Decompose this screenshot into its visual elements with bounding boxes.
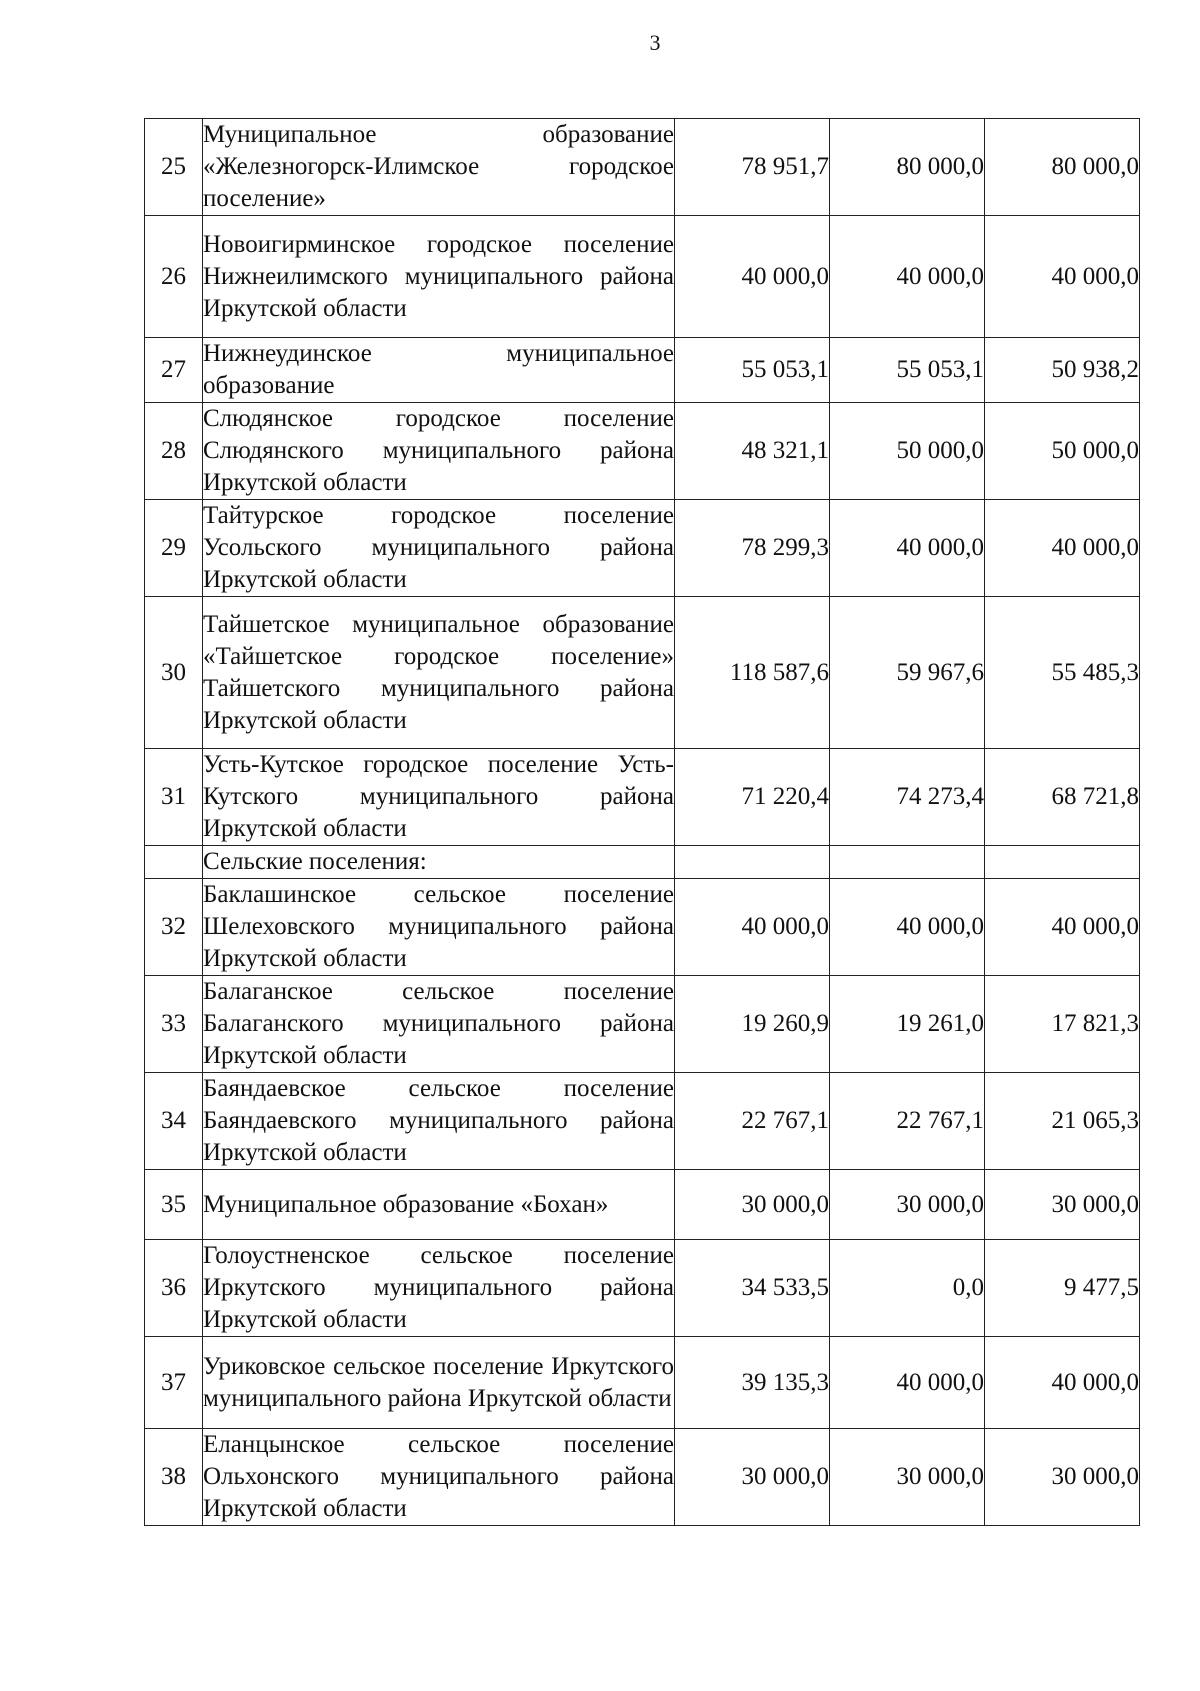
value-year-3-cell: 50 938,2 — [985, 338, 1140, 403]
value-year-1-cell: 40 000,0 — [675, 216, 830, 338]
municipality-name-cell: Сельские поселения: — [203, 846, 675, 879]
value-year-1-cell: 34 533,5 — [675, 1240, 830, 1337]
value-year-2-cell: 40 000,0 — [830, 1337, 985, 1429]
row-number-cell: 30 — [145, 597, 203, 749]
table-row — [145, 597, 1140, 749]
row-number-cell — [145, 846, 203, 879]
row-number-cell: 26 — [145, 216, 203, 338]
row-number-cell: 36 — [145, 1240, 203, 1337]
value-year-1-cell: 39 135,3 — [675, 1337, 830, 1429]
table-row — [145, 500, 1140, 597]
municipality-name-cell: Муниципальное образование «Железногорск-Илимское городское поселение» — [203, 119, 675, 216]
value-year-3-cell: 21 065,3 — [985, 1073, 1140, 1170]
row-number-cell: 32 — [145, 879, 203, 976]
subsidy-table — [144, 118, 1140, 1526]
value-year-3-cell — [985, 846, 1140, 879]
value-year-1-cell: 78 299,3 — [675, 500, 830, 597]
row-number-cell: 33 — [145, 976, 203, 1073]
municipality-name-cell: Уриковское сельское поселение Иркутского муниципального района Иркутской области — [203, 1337, 675, 1429]
table-row — [145, 216, 1140, 338]
value-year-1-cell: 71 220,4 — [675, 749, 830, 846]
table-row — [145, 119, 1140, 216]
value-year-1-cell: 22 767,1 — [675, 1073, 830, 1170]
value-year-1-cell: 30 000,0 — [675, 1170, 830, 1240]
row-number-cell: 34 — [145, 1073, 203, 1170]
row-number-cell: 38 — [145, 1429, 203, 1526]
value-year-1-cell: 78 951,7 — [675, 119, 830, 216]
value-year-2-cell — [830, 846, 985, 879]
value-year-2-cell: 19 261,0 — [830, 976, 985, 1073]
table-row — [145, 1240, 1140, 1337]
row-number-cell: 35 — [145, 1170, 203, 1240]
table-row — [145, 976, 1140, 1073]
value-year-1-cell: 30 000,0 — [675, 1429, 830, 1526]
value-year-2-cell: 22 767,1 — [830, 1073, 985, 1170]
row-number-cell: 28 — [145, 403, 203, 500]
table-row — [145, 1337, 1140, 1429]
municipality-name-cell: Еланцынское сельское поселение Ольхонского муниципального района Иркутской области — [203, 1429, 675, 1526]
value-year-2-cell: 80 000,0 — [830, 119, 985, 216]
value-year-1-cell: 55 053,1 — [675, 338, 830, 403]
value-year-2-cell: 59 967,6 — [830, 597, 985, 749]
value-year-3-cell: 30 000,0 — [985, 1170, 1140, 1240]
section-header-row — [145, 846, 1140, 879]
table-row — [145, 879, 1140, 976]
municipality-name-cell: Нижнеудинское муниципальное образование — [203, 338, 675, 403]
row-number-cell: 37 — [145, 1337, 203, 1429]
value-year-3-cell: 80 000,0 — [985, 119, 1140, 216]
value-year-2-cell: 30 000,0 — [830, 1429, 985, 1526]
row-number-cell: 31 — [145, 749, 203, 846]
table-row — [145, 1170, 1140, 1240]
row-number-cell: 27 — [145, 338, 203, 403]
value-year-3-cell: 40 000,0 — [985, 1337, 1140, 1429]
value-year-3-cell: 40 000,0 — [985, 879, 1140, 976]
value-year-2-cell: 40 000,0 — [830, 216, 985, 338]
value-year-1-cell: 19 260,9 — [675, 976, 830, 1073]
value-year-2-cell: 30 000,0 — [830, 1170, 985, 1240]
value-year-3-cell: 17 821,3 — [985, 976, 1140, 1073]
municipality-name-cell: Голоустненское сельское поселение Иркутского муниципального района Иркутской области — [203, 1240, 675, 1337]
value-year-2-cell: 55 053,1 — [830, 338, 985, 403]
municipality-name-cell: Усть-Кутское городское поселение Усть-Кутского муниципального района Иркутской области — [203, 749, 675, 846]
value-year-2-cell: 40 000,0 — [830, 879, 985, 976]
table-row — [145, 1073, 1140, 1170]
municipality-name-cell: Балаганское сельское поселение Балаганского муниципального района Иркутской области — [203, 976, 675, 1073]
value-year-3-cell: 68 721,8 — [985, 749, 1140, 846]
value-year-3-cell: 50 000,0 — [985, 403, 1140, 500]
municipality-name-cell: Тайтурское городское поселение Усольского муниципального района Иркутской области — [203, 500, 675, 597]
value-year-3-cell: 40 000,0 — [985, 500, 1140, 597]
value-year-1-cell: 48 321,1 — [675, 403, 830, 500]
value-year-2-cell: 74 273,4 — [830, 749, 985, 846]
value-year-3-cell: 30 000,0 — [985, 1429, 1140, 1526]
municipality-name-cell: Тайшетское муниципальное образование «Тайшетское городское поселение» Тайшетского муниципального района Иркутской области — [203, 597, 675, 749]
municipality-name-cell: Баклашинское сельское поселение Шелеховского муниципального района Иркутской области — [203, 879, 675, 976]
municipality-name-cell: Баяндаевское сельское поселение Баяндаевского муниципального района Иркутской области — [203, 1073, 675, 1170]
municipality-name-cell: Слюдянское городское поселение Слюдянского муниципального района Иркутской области — [203, 403, 675, 500]
table-row — [145, 403, 1140, 500]
row-number-cell: 29 — [145, 500, 203, 597]
value-year-1-cell — [675, 846, 830, 879]
value-year-3-cell: 9 477,5 — [985, 1240, 1140, 1337]
value-year-1-cell: 40 000,0 — [675, 879, 830, 976]
value-year-3-cell: 55 485,3 — [985, 597, 1140, 749]
table-row — [145, 1429, 1140, 1526]
value-year-2-cell: 50 000,0 — [830, 403, 985, 500]
municipality-name-cell: Новоигирминское городское поселение Нижнеилимского муниципального района Иркутской области — [203, 216, 675, 338]
municipality-name-cell: Муниципальное образование «Бохан» — [203, 1170, 675, 1240]
row-number-cell: 25 — [145, 119, 203, 216]
value-year-2-cell: 40 000,0 — [830, 500, 985, 597]
table-body — [145, 119, 1140, 1526]
value-year-1-cell: 118 587,6 — [675, 597, 830, 749]
value-year-2-cell: 0,0 — [830, 1240, 985, 1337]
page-number: 3 — [649, 30, 661, 55]
value-year-3-cell: 40 000,0 — [985, 216, 1140, 338]
table-row — [145, 749, 1140, 846]
table-row — [145, 338, 1140, 403]
